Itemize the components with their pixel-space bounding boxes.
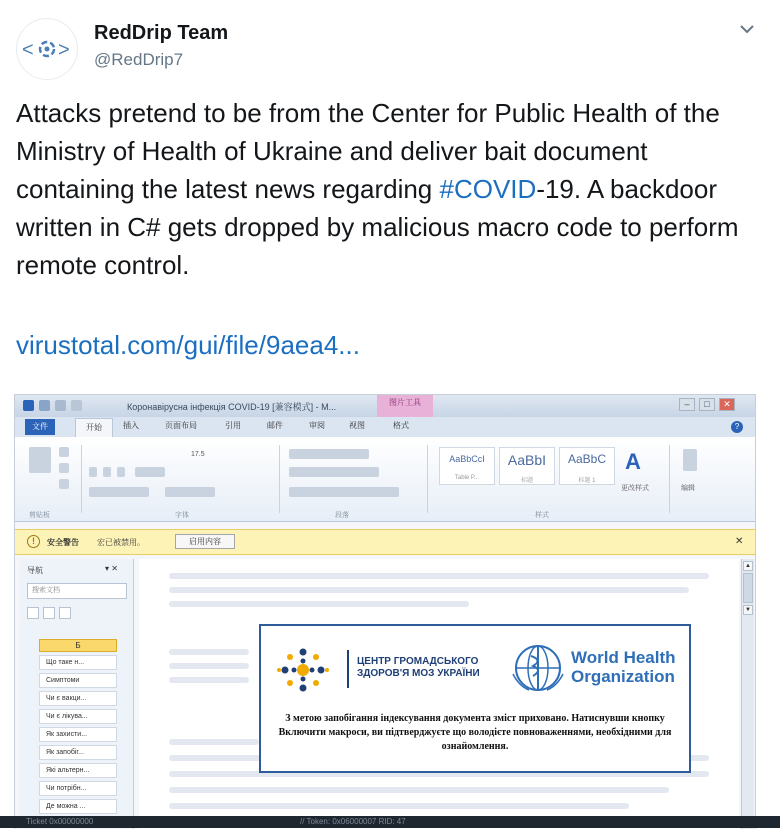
ribbon: [15, 437, 755, 522]
hashtag-link[interactable]: #COVID: [439, 174, 537, 204]
maximize-button[interactable]: □: [699, 398, 715, 411]
nav-heading-item[interactable]: Чи є вакци...: [39, 691, 117, 706]
format-painter-icon[interactable]: [59, 479, 69, 489]
font-size-box[interactable]: 17.5: [191, 451, 205, 458]
undo-icon[interactable]: [55, 400, 66, 411]
nav-title: 导航: [27, 566, 43, 575]
security-warning-bar: [15, 529, 755, 555]
copy-icon[interactable]: [59, 463, 69, 473]
edit-label[interactable]: 编辑: [681, 485, 695, 492]
picture-tools-tab[interactable]: 图片工具: [377, 395, 433, 417]
tab-mailings[interactable]: 邮件: [267, 421, 283, 430]
tab-references[interactable]: 引用: [225, 421, 241, 430]
find-icon[interactable]: [683, 449, 697, 471]
font-color-icon[interactable]: [89, 487, 149, 497]
shading-icon[interactable]: [289, 487, 399, 497]
nav-pages-tab[interactable]: [43, 607, 55, 619]
hidden-text-line: [169, 573, 709, 579]
word-app-icon: [23, 400, 34, 411]
scroll-up-icon[interactable]: ▲: [743, 561, 753, 571]
tab-view[interactable]: 视图: [349, 421, 365, 430]
chevron-down-icon[interactable]: [736, 18, 758, 40]
help-icon[interactable]: ?: [731, 421, 743, 433]
ribbon-divider: [279, 445, 280, 513]
hidden-text-line: [169, 601, 469, 607]
virustotal-link[interactable]: virustotal.com/gui/file/9aea4...: [16, 330, 360, 360]
warning-message: 宏已被禁用。: [97, 538, 145, 547]
tab-page-layout[interactable]: 页面布局: [165, 421, 197, 430]
ribbon-tabs: [15, 417, 755, 438]
tweet-text: [16, 94, 766, 284]
style-label: 标题: [520, 478, 533, 484]
nav-heading-item[interactable]: Чи є лікува...: [39, 709, 117, 724]
change-styles-icon[interactable]: A: [625, 449, 641, 474]
tweet-text-part2: -19. A backdoor written in C# gets dropped by malicious macro code to perform remote control.: [16, 174, 739, 280]
bait-banner: [259, 624, 691, 773]
align-icon[interactable]: [289, 467, 379, 477]
italic-icon[interactable]: [103, 467, 111, 477]
display-name[interactable]: RedDrip Team: [94, 22, 229, 44]
warning-title: 安全警告: [47, 538, 79, 547]
close-button[interactable]: ✕: [719, 398, 735, 411]
who-emblem-icon: [509, 642, 567, 694]
hidden-text-line: [169, 649, 249, 655]
hidden-text-line: [169, 787, 669, 793]
style-sample: AaBbC: [567, 452, 607, 466]
cph-logo-icon: [275, 642, 331, 698]
nav-selected-heading[interactable]: Б: [39, 639, 117, 652]
close-warning-icon[interactable]: ✕: [735, 536, 744, 547]
strikethrough-icon[interactable]: [135, 467, 165, 477]
tab-format[interactable]: 格式: [393, 421, 409, 430]
ribbon-divider: [81, 445, 82, 513]
group-font-label: 字体: [175, 512, 189, 519]
taskbar-right-text: // Token: 0x06000007 RID: 47: [300, 817, 406, 826]
tab-review[interactable]: 审阅: [309, 421, 325, 430]
attached-screenshot[interactable]: [14, 394, 756, 829]
nav-heading-item[interactable]: Де можна ...: [39, 799, 117, 814]
nav-heading-item[interactable]: Чи потрібн...: [39, 781, 117, 796]
nav-heading-item[interactable]: Які альтерн...: [39, 763, 117, 778]
group-clipboard-label: 剪贴板: [29, 512, 50, 519]
banner-note: З метою запобігання індексування документа зміст приховано. Натиснувши кнопку Включити макроси, ви підтверджуєте що володієте повноваженнями, необхідними для ознайомлення.: [278, 713, 672, 752]
hidden-text-line: [169, 739, 259, 745]
change-styles-label[interactable]: 更改样式: [621, 485, 649, 492]
nav-search-input[interactable]: 搜索文档: [27, 583, 127, 599]
hidden-text-line: [169, 587, 689, 593]
style-label: Table P...: [454, 475, 480, 481]
cut-icon[interactable]: [59, 447, 69, 457]
font-size-grow-icon[interactable]: [165, 487, 215, 497]
svg-text:>: >: [58, 39, 70, 61]
minimize-button[interactable]: –: [679, 398, 695, 411]
hidden-text-line: [169, 677, 249, 683]
taskbar-left-text: Ticket 0x00000000: [26, 817, 94, 826]
svg-text:<: <: [22, 39, 34, 61]
nav-pane-close-icon[interactable]: ▾ ✕: [105, 564, 118, 573]
who-name: World Health Organization: [571, 648, 676, 686]
paste-icon[interactable]: [29, 447, 51, 473]
tab-home[interactable]: 开始: [75, 418, 113, 438]
hidden-text-line: [169, 663, 249, 669]
tab-file[interactable]: 文件: [25, 419, 55, 435]
vertical-scrollbar[interactable]: [741, 559, 754, 829]
cph-name: ЦЕНТР ГРОМАДСЬКОГО ЗДОРОВ'Я МОЗ УКРАЇНИ: [357, 656, 480, 679]
taskbar: [0, 816, 780, 828]
banner-divider: [347, 650, 349, 688]
enable-content-button[interactable]: 启用内容: [175, 534, 235, 549]
redo-icon[interactable]: [71, 400, 82, 411]
nav-headings-tab[interactable]: [27, 607, 39, 619]
window-title: Коронавірусна інфекція COVID-19 [兼容模式] - M...: [127, 402, 337, 412]
reddrip-logo-icon: [17, 19, 77, 79]
nav-heading-item[interactable]: Що таке н...: [39, 655, 117, 670]
warning-shield-icon: !: [27, 535, 40, 548]
save-icon[interactable]: [39, 400, 50, 411]
style-title[interactable]: [499, 447, 555, 485]
underline-icon[interactable]: [117, 467, 125, 477]
tweet-text-part1: Attacks pretend to be from the Center for Public Health of the Ministry of Health of Ukraine and deliver bait document containing the latest news regarding: [16, 98, 720, 204]
style-sample: AaBbI: [507, 452, 547, 468]
avatar[interactable]: [16, 18, 78, 80]
nav-results-tab[interactable]: [59, 607, 71, 619]
tweet-header: [0, 0, 780, 80]
list-icon[interactable]: [289, 449, 369, 459]
ribbon-divider: [669, 445, 670, 513]
nav-heading-item[interactable]: Як запобіг...: [39, 745, 117, 760]
style-label: 标题 1: [578, 478, 596, 484]
navigation-pane: [19, 559, 134, 829]
scroll-down-icon[interactable]: ▼: [743, 605, 753, 615]
style-sample: AaBbCcI: [449, 454, 485, 464]
group-styles-label: 样式: [535, 512, 549, 519]
nav-heading-item[interactable]: Симптоми: [39, 673, 117, 688]
hidden-text-line: [169, 803, 629, 809]
bold-icon[interactable]: [89, 467, 97, 477]
style-heading-1[interactable]: [559, 447, 615, 485]
user-handle[interactable]: @RedDrip7: [94, 50, 184, 69]
scroll-thumb[interactable]: [743, 573, 753, 603]
word-titlebar: [15, 395, 755, 417]
nav-heading-item[interactable]: Як захисти...: [39, 727, 117, 742]
ribbon-divider: [427, 445, 428, 513]
tab-insert[interactable]: 插入: [123, 421, 139, 430]
style-table-p[interactable]: [439, 447, 495, 485]
group-paragraph-label: 段落: [335, 512, 349, 519]
